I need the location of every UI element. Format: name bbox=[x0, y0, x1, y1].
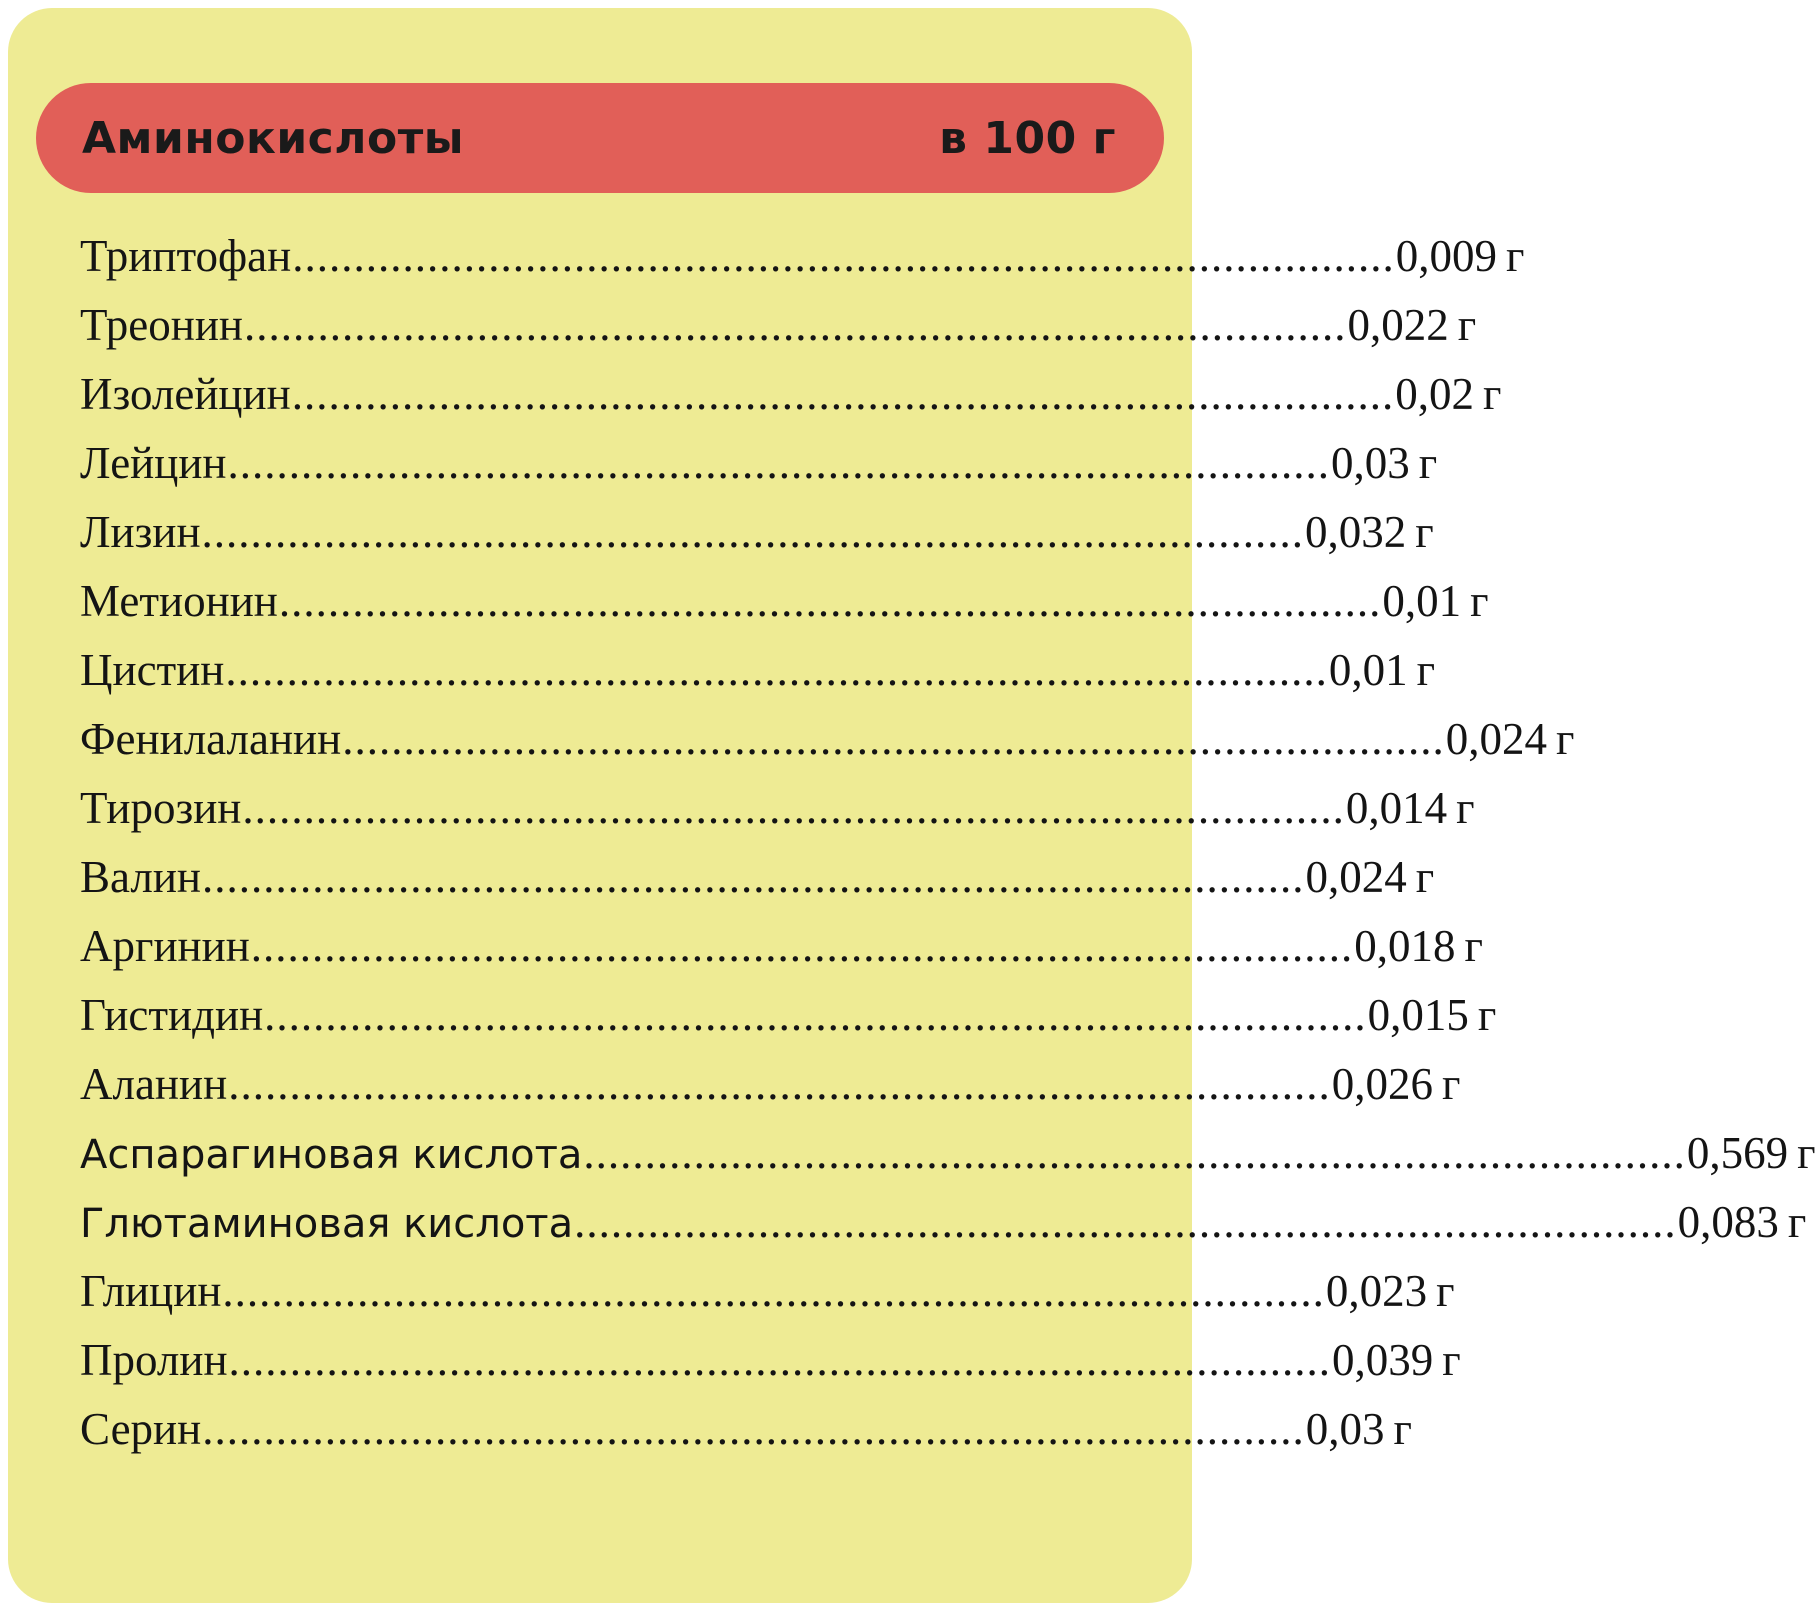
nutrient-unit: г bbox=[1464, 921, 1484, 971]
dot-leader: .......................................................................................... bbox=[201, 507, 1305, 557]
list-item bbox=[80, 575, 1489, 644]
nutrient-value: 0,03 bbox=[1331, 438, 1410, 488]
dot-leader: .......................................................................................... bbox=[291, 369, 1395, 419]
dot-leader: .......................................................................................... bbox=[202, 852, 1305, 902]
list-item bbox=[80, 368, 1502, 437]
list-item bbox=[80, 1058, 1461, 1127]
dot-leader: .......................................................................................... bbox=[342, 714, 1445, 764]
nutrient-name: Метионин bbox=[80, 576, 278, 626]
list-item bbox=[80, 920, 1484, 989]
nutrient-name: Лейцин bbox=[80, 438, 227, 488]
nutrient-unit: г bbox=[1787, 1197, 1807, 1247]
dot-leader: .......................................................................................... bbox=[228, 1335, 1332, 1385]
nutrient-name: Тирозин bbox=[80, 783, 242, 833]
nutrient-value: 0,03 bbox=[1305, 1404, 1385, 1454]
page-title: Аминокислоты bbox=[82, 112, 464, 164]
nutrient-value: 0,015 bbox=[1367, 990, 1469, 1040]
header-unit-label: в 100 г bbox=[939, 112, 1116, 164]
list-item bbox=[80, 1334, 1461, 1403]
nutrient-unit: г bbox=[1393, 1404, 1412, 1454]
nutrient-unit: г bbox=[1797, 1128, 1816, 1178]
nutrient-value: 0,039 bbox=[1332, 1335, 1434, 1385]
nutrient-value: 0,026 bbox=[1331, 1059, 1433, 1109]
nutrient-value: 0,023 bbox=[1325, 1266, 1428, 1316]
nutrient-name: Лизин bbox=[80, 507, 201, 557]
nutrient-value: 0,032 bbox=[1305, 507, 1407, 557]
dot-leader: .......................................................................................... bbox=[225, 645, 1328, 695]
dot-leader: .......................................................................................... bbox=[583, 1128, 1686, 1178]
list-item bbox=[80, 1403, 1412, 1472]
dot-leader: .......................................................................................... bbox=[228, 1059, 1331, 1109]
nutrient-unit: г bbox=[1415, 852, 1435, 902]
dot-leader: .......................................................................................... bbox=[250, 921, 1354, 971]
nutrient-value: 0,024 bbox=[1445, 714, 1547, 764]
dot-leader: .......................................................................................... bbox=[202, 1404, 1305, 1454]
nutrient-name: Серин bbox=[80, 1404, 202, 1454]
dot-leader: .......................................................................................... bbox=[292, 231, 1395, 281]
list-item bbox=[80, 230, 1525, 299]
dot-leader: .......................................................................................... bbox=[264, 990, 1367, 1040]
nutrient-name: Фенилаланин bbox=[80, 714, 342, 764]
nutrient-unit: г bbox=[1457, 300, 1477, 350]
list-item bbox=[80, 1265, 1455, 1334]
list-item bbox=[80, 644, 1436, 713]
nutrient-unit: г bbox=[1470, 576, 1489, 626]
dot-leader: .......................................................................................... bbox=[227, 438, 1331, 488]
nutrient-name: Треонин bbox=[80, 300, 243, 350]
list-item bbox=[80, 437, 1438, 506]
nutrient-name: Глютаминовая кислота bbox=[80, 1201, 574, 1247]
nutrient-name: Аргинин bbox=[80, 921, 250, 971]
nutrient-value: 0,018 bbox=[1354, 921, 1456, 971]
nutrient-value: 0,009 bbox=[1395, 231, 1497, 281]
nutrient-value: 0,01 bbox=[1328, 645, 1408, 695]
nutrient-value: 0,014 bbox=[1345, 783, 1448, 833]
list-item bbox=[80, 851, 1435, 920]
dot-leader: .......................................................................................... bbox=[574, 1197, 1677, 1247]
nutrient-unit: г bbox=[1482, 369, 1502, 419]
nutrient-name: Аспарагиновая кислота bbox=[80, 1132, 583, 1178]
nutrient-unit: г bbox=[1505, 231, 1525, 281]
nutrient-value: 0,01 bbox=[1382, 576, 1462, 626]
dot-leader: .......................................................................................... bbox=[242, 783, 1345, 833]
nutrient-name: Цистин bbox=[80, 645, 225, 695]
list-item bbox=[80, 1127, 1816, 1196]
nutrient-unit: г bbox=[1442, 1335, 1461, 1385]
nutrient-value: 0,022 bbox=[1347, 300, 1449, 350]
nutrient-name: Глицин bbox=[80, 1266, 222, 1316]
amino-acids-list bbox=[80, 230, 1816, 1472]
nutrient-unit: г bbox=[1441, 1059, 1461, 1109]
nutrient-unit: г bbox=[1418, 438, 1438, 488]
nutrient-unit: г bbox=[1456, 783, 1475, 833]
list-item bbox=[80, 506, 1434, 575]
nutrient-unit: г bbox=[1415, 507, 1434, 557]
nutrient-unit: г bbox=[1555, 714, 1575, 764]
nutrient-name: Триптофан bbox=[80, 231, 292, 281]
amino-acids-card bbox=[8, 8, 1816, 1603]
nutrient-value: 0,024 bbox=[1305, 852, 1407, 902]
dot-leader: .......................................................................................... bbox=[278, 576, 1382, 626]
list-item bbox=[80, 713, 1575, 782]
nutrient-name: Аланин bbox=[80, 1059, 228, 1109]
nutrient-name: Гистидин bbox=[80, 990, 264, 1040]
list-item bbox=[80, 782, 1475, 851]
dot-leader: .......................................................................................... bbox=[222, 1266, 1325, 1316]
nutrient-unit: г bbox=[1436, 1266, 1455, 1316]
nutrient-value: 0,02 bbox=[1395, 369, 1474, 419]
list-item bbox=[80, 989, 1497, 1058]
nutrient-name: Валин bbox=[80, 852, 202, 902]
dot-leader: .......................................................................................... bbox=[244, 300, 1347, 350]
list-item bbox=[80, 299, 1477, 368]
nutrient-value: 0,083 bbox=[1677, 1197, 1779, 1247]
card-header bbox=[36, 83, 1164, 193]
nutrient-unit: г bbox=[1416, 645, 1436, 695]
list-item bbox=[80, 1196, 1807, 1265]
nutrient-name: Пролин bbox=[80, 1335, 228, 1385]
nutrient-name: Изолейцин bbox=[80, 369, 291, 419]
nutrient-value: 0,569 bbox=[1686, 1128, 1789, 1178]
nutrient-unit: г bbox=[1477, 990, 1497, 1040]
